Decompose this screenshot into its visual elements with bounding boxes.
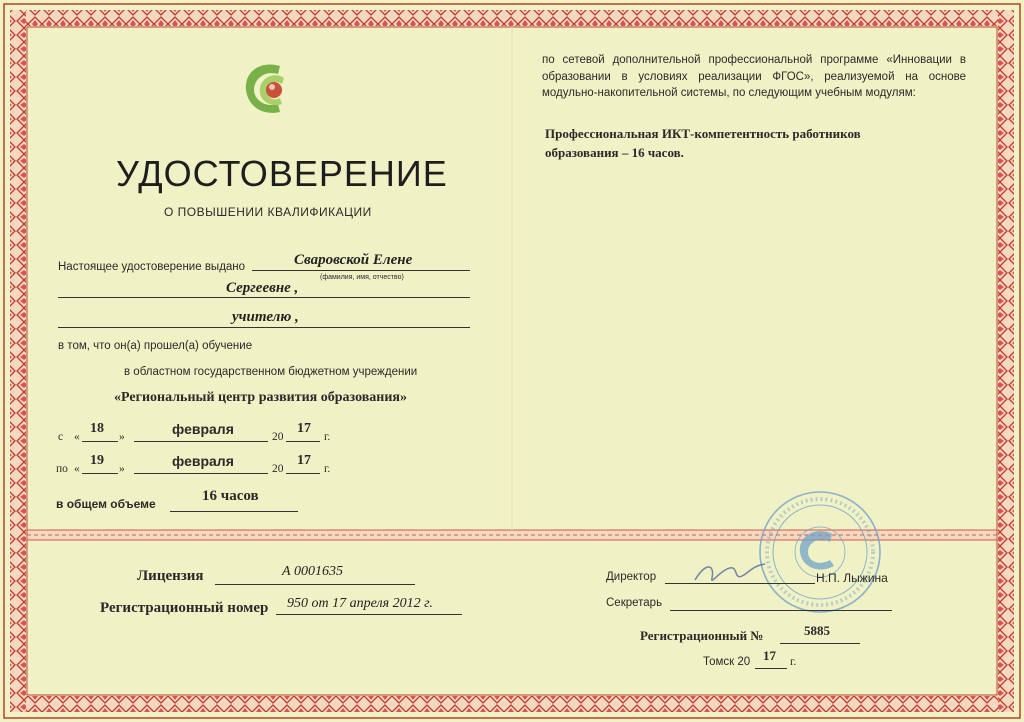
from-quote-open: «	[74, 431, 80, 443]
city-year-prefix: Томск 20	[703, 656, 751, 668]
to-year-suffix: г.	[324, 463, 331, 475]
from-day-line	[82, 441, 118, 442]
left-reg-label: Регистрационный номер	[100, 600, 269, 616]
institution-intro: в областном государственном бюджетном учреждении	[124, 366, 418, 378]
to-day-line	[82, 473, 118, 474]
left-reg-value: 950 от 17 апреля 2012 г.	[287, 596, 433, 611]
license-label: Лицензия	[137, 568, 204, 584]
director-signature-icon	[690, 558, 770, 588]
secretary-sign-line	[670, 610, 892, 611]
from-month-line	[134, 441, 268, 442]
module-line-1: Профессиональная ИКТ-компетентность работников	[545, 126, 861, 141]
right-reg-line	[780, 643, 860, 644]
training-text: в том, что он(а) прошел(а) обучение	[58, 340, 253, 352]
logo-icon	[240, 58, 300, 120]
director-name: Н.П. Лыжина	[816, 571, 888, 585]
license-line	[215, 584, 415, 585]
from-year: 17	[297, 421, 311, 436]
right-reg-label: Регистрационный №	[640, 628, 764, 643]
director-label: Директор	[606, 571, 657, 583]
recipient-patronymic: Сергеевне ,	[226, 280, 299, 296]
to-year: 17	[297, 453, 311, 468]
from-day: 18	[90, 421, 104, 436]
from-month: февраля	[172, 421, 234, 437]
from-quote-close: »	[119, 431, 125, 443]
institution-name: «Региональный центр развития образования»	[114, 390, 408, 405]
volume-line	[170, 511, 298, 512]
city-year: 17	[763, 648, 776, 663]
city-year-line	[755, 668, 787, 669]
program-description: по сетевой дополнительной профессиональной программе «Инновации в образовании в условиях реализации ФГОС», реализуемой на основе модульно-накопительной системы, по следующим учебным модулям:	[542, 54, 966, 99]
to-quote-close: »	[119, 463, 125, 475]
right-reg-value: 5885	[804, 623, 830, 638]
recipient-position: учителю ,	[232, 309, 299, 325]
license-value: А 0001635	[282, 564, 344, 579]
position-line	[58, 327, 470, 328]
left-reg-line	[276, 614, 462, 615]
official-stamp-icon	[740, 490, 890, 620]
volume-label: в общем объеме	[56, 497, 156, 511]
city-year-suffix: г.	[790, 656, 797, 668]
issued-label: Настоящее удостоверение выдано	[58, 261, 246, 273]
from-year-suffix: г.	[324, 431, 331, 443]
patronymic-line	[58, 297, 470, 298]
to-year-prefix: 20	[272, 463, 284, 475]
from-year-line	[286, 441, 320, 442]
secretary-label: Секретарь	[606, 597, 663, 609]
page-title: УДОСТОВЕРЕНИЕ	[116, 153, 448, 194]
page-subtitle: О ПОВЫШЕНИИ КВАЛИФИКАЦИИ	[164, 205, 372, 219]
from-prefix: с	[58, 431, 64, 443]
to-prefix: по	[56, 463, 68, 475]
to-day: 19	[90, 453, 104, 468]
name-hint: (фамилия, имя, отчество)	[320, 274, 404, 281]
volume-value: 16 часов	[202, 488, 259, 504]
module-line-2: образования – 16 часов.	[545, 145, 684, 160]
to-month: февраля	[172, 453, 234, 469]
issued-line	[252, 270, 470, 271]
to-month-line	[134, 473, 268, 474]
recipient-surname-name: Сваровской Елене	[294, 252, 413, 268]
to-quote-open: «	[74, 463, 80, 475]
to-year-line	[286, 473, 320, 474]
from-year-prefix: 20	[272, 431, 284, 443]
